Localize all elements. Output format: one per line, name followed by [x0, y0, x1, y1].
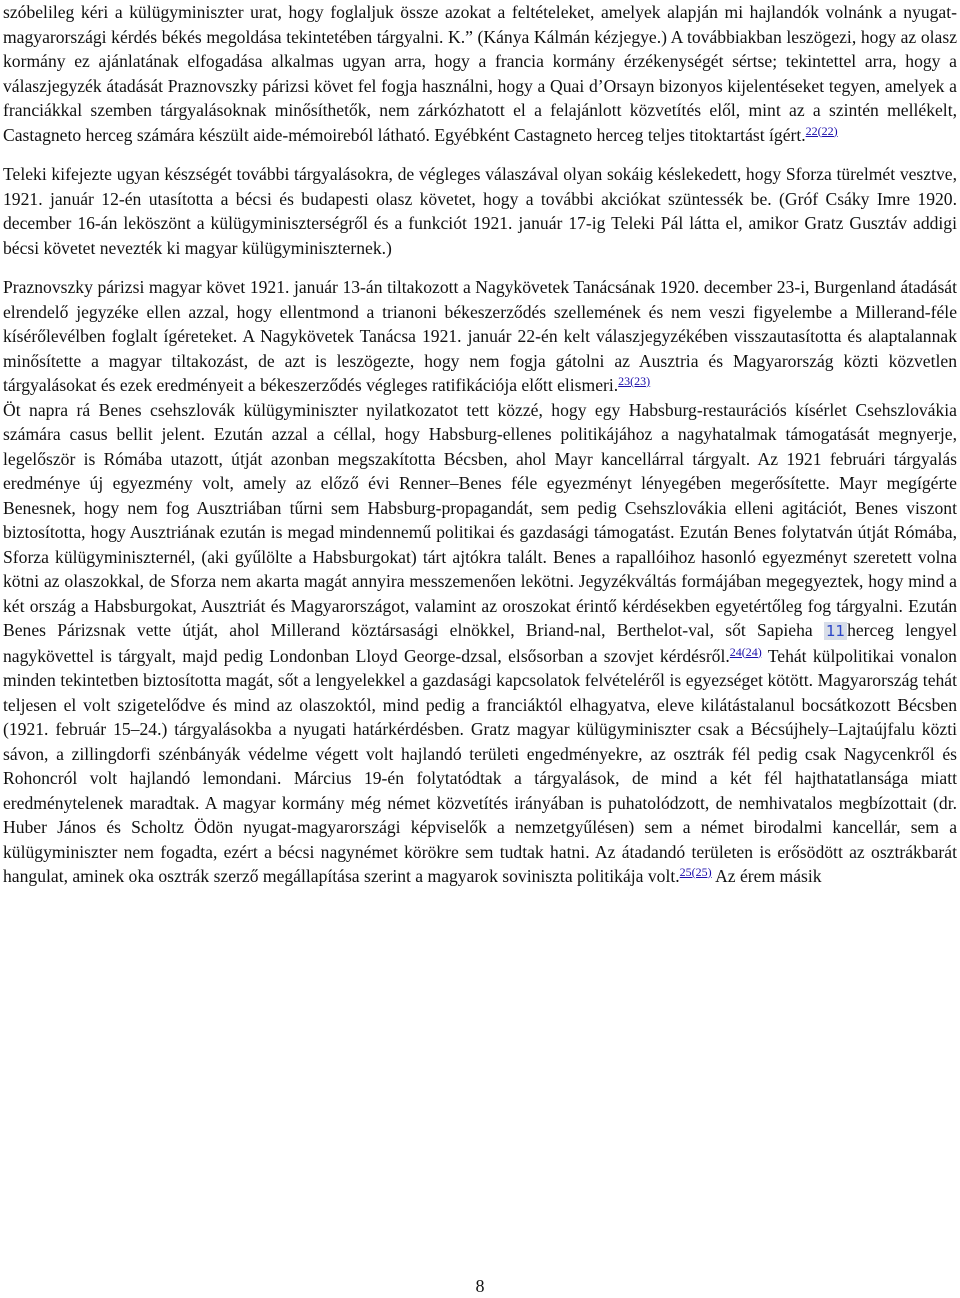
footnote-link-23[interactable]: 23(23) — [618, 374, 651, 388]
footnote-link-25[interactable]: 25(25) — [679, 865, 712, 879]
paragraph-4-text-d: Az érem másik — [711, 866, 822, 886]
paragraph-4 — [3, 398, 957, 889]
paragraph-3 — [3, 275, 957, 398]
highlight-marker: 11 — [825, 622, 846, 640]
paragraph-1 — [3, 0, 957, 147]
paragraph-2: Teleki kifejezte ugyan készségét további tárgyalásokra, de végleges válaszával olyan sokáig késlekedett, hogy Sforza türelmét vesztve, 1921. január 12-én utasította a bécsi és budapesti olasz követet, hogy a további akciókat szüntessék be. (Gróf Csáky Imre 1920. december 16-án leköszönt a külügyminiszterségről és a funkciót 1921. január 17-ig Teleki Pál látta el, amikor Gratz Gusztáv addigi bécsi követet nevezték ki magyar külügyminiszternek.) — [3, 164, 957, 258]
paragraph-4-text-a: Öt napra rá Benes csehszlovák külügyminiszter nyilatkozatot tett közzé, hogy egy Habsburg-restaurációs kísérlet Csehszlovákia számára casus bellit jelent. Ezután azzal a céllal, hogy Habsburg-ellenes politikájához a nagyhatalmak támogatását megnyerje, legelőször is Rómába utazott, útját azonban megszakította Bécsben, ahol Mayr kancellárral tárgyalt. Az 1921 februári tárgyalás eredménye új egyezmény volt, amely az előző évi Renner–Benes féle egyezményt lényegében megerősítette. Mayr megígérte Benesnek, hogy nem fog Ausztriában tűrni sem Habsburg-propagandát, sem pedig Csehszlovákia elleni agitációt, Benes viszont biztosította, hogy Ausztriának ezután is megad mindennemű politikai és gazdasági támogatást. Ezután Benes folytatván útját Rómába, Sforza külügyminiszternél, (aki gyűlölte a Habsburgokat) tárt ajtókra talált. Benes a rapallóihoz hasonló egyezményt szeretett volna kötni az olaszokkal, de Sforza nem akarta magát annyira messzemenően lekötni. Jegyzékváltás formájában megegyeztek, hogy mind a két ország a Habsburgokat, Ausztriát és Magyarországot, valamint az oroszokat érintő kérdésekben egyetértőleg fog tárgyalni. Ezután Benes Párizsnak vette útját, ahol Millerand köztársasági elnökkel, Briand-nal, Berthelot-val, sőt Sapieha — [3, 399, 957, 640]
paragraph-4-text-c: Tehát külpolitikai vonalon minden tekintetben biztosította magát, sőt a lengyelekkel a gazdasági kapcsolatok felvételéről is egyezséget kötött. Magyarország tehát teljesen el volt szigetelődve és mind az olaszoktól, mind pedig a franciáktól elhagyatva, eleve kilátástalanul bocsátkozott Bécsben (1921. február 15–24.) tárgyalásokba a nyugati határkérdésben. Gratz magyar külügyminiszter csak a Bécsújhely–Lajtaújfalu közti sávon, a zillingdorfi szénbányák védelme végett volt hajlandó területi engedményekre, az osztrák fél pedig csak Nagycenkről és Rohoncról volt hajlandó lemondani. Március 19-én folytatódtak a tárgyalások, de mind a két fél hajthatatlansága miatt eredménytelenek maradtak. A magyar kormány még német közvetítés irányában is puhatolódzott, de nemhivatalos megbízottait (dr. Huber János és Scholtz Ödön nyugat-magyarországi képviselők a nemzetgyűlésen) sem a német birodalmi kancellár, sem a külügyminiszter nem fogadta, ezért a bécsi nagynémet körökre sem tudtak hatni. Az átadandó területen is erősödött az osztrákbarát hangulat, aminek oka osztrák szerző megállapítása szerint a magyarok soviniszta politikája volt. — [3, 645, 957, 886]
footnote-link-22[interactable]: 22(22) — [805, 123, 838, 138]
paragraph-1-text: szóbelileg kéri a külügyminiszter urat, hogy foglaljuk össze azokat a feltételeket, amelyek alapján mi hajlandók volnánk a nyugat-magyarországi kérdés békés megoldása tekintetében tárgyalni. K.” (Kánya Kálmán kézjegye.) A továbbiakban leszögezi, hogy az olasz kormány ez ajánlatának elfogadása alkalmas ugyan arra, hogy a francia kormány érzékenységét sértse; tekintettel arra, hogy a válaszjegyzék átadását Praznovszky párizsi követ fel fogja használni, hogy a Quai d’Orsayn bizonyos kijelentéseket tegyen, amelyek a franciákkal szemben tárgyalásoknak minősíthetők, nem zárkózhatott el a felajánlott közvetítés elől, mint az a szintén mellékelt, Castagneto herceg számára készült aide-mémoireból látható. Egyébként Castagneto herceg teljes titoktartást ígért. — [3, 2, 957, 145]
footnote-link-24[interactable]: 24(24) — [729, 644, 762, 659]
paragraph-4-text-b: herceg lengyel nagykövettel is tárgyalt, majd pedig Londonban Lloyd George-dzsal, elsősorban a szovjet kérdésről. — [3, 620, 957, 666]
document-page — [3, 0, 957, 889]
page-number: 8 — [475, 1276, 485, 1296]
paragraph-3-text: Praznovszky párizsi magyar követ 1921. január 13-án tiltakozott a Nagykövetek Tanácsának 1920. december 23-i, Burgenland átadását elrendelő jegyzéke ellen azzal, hogy ellentmond a trianoni békeszerződés szellemének és nem veszi figyelembe a Millerand-féle kísérőlevélben foglalt ígéreteket. A Nagykövetek Tanácsa 1921. január 22-én kelt válaszjegyzékében visszautasította és alaptalannak minősítette a magyar tiltakozást, de azt is leszögezte, hogy nem fogja gátolni az Ausztria és Magyarország közti közvetlen tárgyalásokat és ezek eredményeit a békeszerződés végleges ratifikációja előtt elismeri. — [3, 277, 957, 395]
